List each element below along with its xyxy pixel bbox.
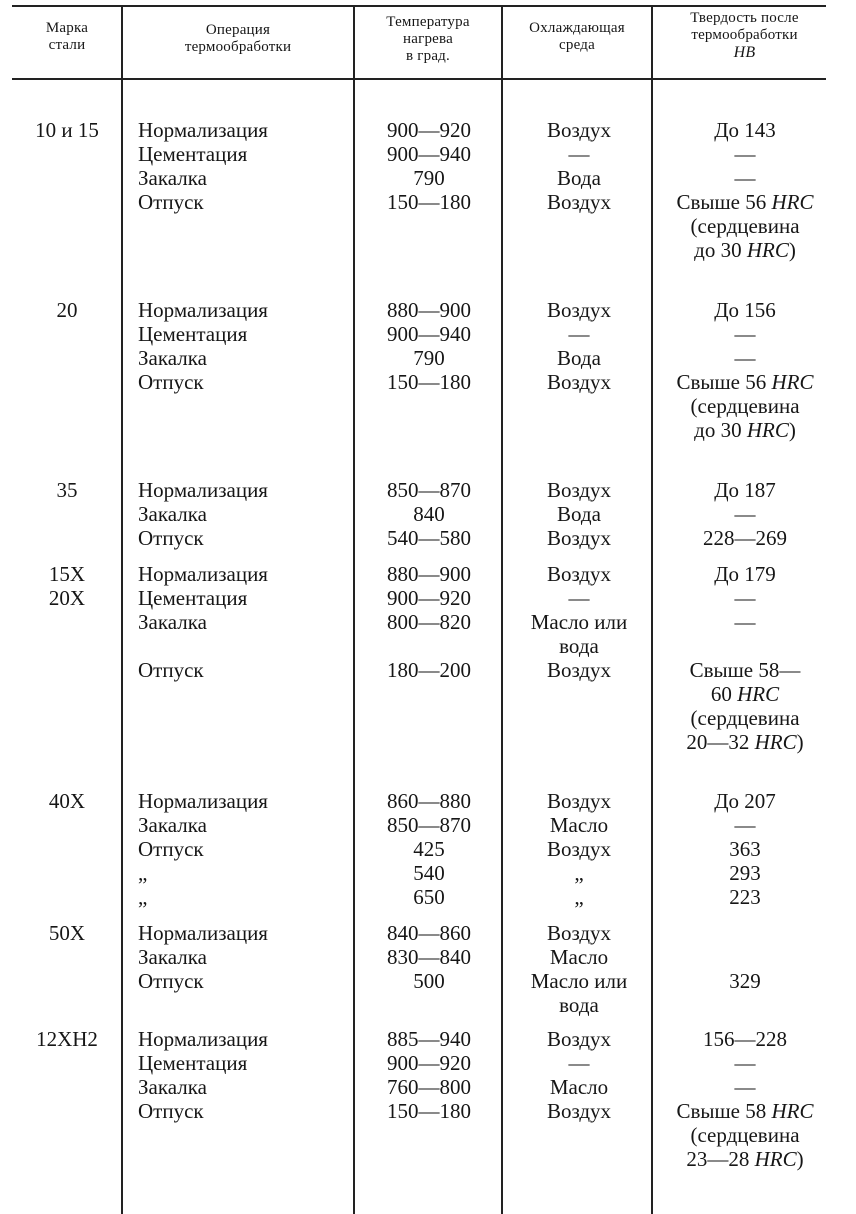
operation-cell: Нормализация: [138, 118, 268, 142]
hardness-cell: 363: [729, 837, 761, 861]
header-hardness-unit: HB: [733, 44, 756, 61]
header-text: нагрева: [403, 31, 453, 47]
operation-cell: Цементация: [138, 1051, 248, 1075]
hardness-cell: —: [734, 166, 756, 190]
medium-cell: Масло: [549, 945, 609, 969]
steel-grade: 35: [56, 478, 78, 502]
operation-cell: Цементация: [138, 586, 248, 610]
temperature-cell: 850—870: [387, 813, 471, 837]
steel-grade: 40X: [48, 789, 86, 813]
hardness-cell: 223: [729, 885, 761, 909]
temperature-cell: 790: [413, 166, 445, 190]
hardness-cell: 60 HRC: [710, 682, 780, 706]
temperature-cell: 425: [413, 837, 445, 861]
header-text: Температура: [386, 14, 470, 30]
operation-cell: Закалка: [138, 610, 207, 634]
medium-cell: Вода: [557, 502, 601, 526]
medium-cell: Воздух: [546, 370, 612, 394]
medium-cell: Воздух: [546, 298, 612, 322]
medium-cell: Воздух: [546, 478, 612, 502]
operation-cell: Закалка: [138, 813, 207, 837]
hardness-cell: до 30 HRC): [694, 238, 796, 262]
medium-cell: Воздух: [546, 921, 612, 945]
hardness-cell: До 156: [714, 298, 776, 322]
medium-cell: Масло или: [530, 969, 628, 993]
temperature-cell: 540: [413, 861, 445, 885]
temperature-cell: 880—900: [387, 298, 471, 322]
operation-cell: Отпуск: [138, 1099, 204, 1123]
temperature-cell: 900—940: [387, 322, 471, 346]
header-text: Твердость после: [690, 10, 799, 26]
operation-cell: „: [138, 885, 148, 909]
operation-cell: Закалка: [138, 945, 207, 969]
temperature-cell: 150—180: [387, 190, 471, 214]
hardness-cell: 23—28 HRC): [686, 1147, 804, 1171]
header-hardness: [653, 10, 836, 74]
operation-cell: Цементация: [138, 322, 248, 346]
hardness-cell: —: [734, 813, 756, 837]
temperature-cell: 760—800: [387, 1075, 471, 1099]
medium-cell: Воздух: [546, 562, 612, 586]
temperature-cell: 500: [413, 969, 445, 993]
temperature-cell: 150—180: [387, 1099, 471, 1123]
steel-grade: 20X: [48, 586, 86, 610]
operation-cell: Нормализация: [138, 298, 268, 322]
operation-cell: Нормализация: [138, 478, 268, 502]
hardness-cell: 156—228: [703, 1027, 787, 1051]
operation-cell: Закалка: [138, 502, 207, 526]
hardness-cell: (сердцевина: [690, 1123, 800, 1147]
temperature-cell: 900—920: [387, 1051, 471, 1075]
hardness-cell: До 207: [714, 789, 776, 813]
steel-grade: 15X: [48, 562, 86, 586]
operation-cell: Закалка: [138, 346, 207, 370]
hardness-cell: —: [734, 322, 756, 346]
medium-cell: Масло: [549, 1075, 609, 1099]
top-rule: [12, 5, 826, 7]
medium-cell: Вода: [557, 166, 601, 190]
temperature-cell: 650: [413, 885, 445, 909]
header-text: Охлаждающая: [529, 20, 625, 36]
operation-cell: Отпуск: [138, 837, 204, 861]
hardness-cell: До 179: [714, 562, 776, 586]
header-temperature: [355, 14, 501, 78]
medium-cell: —: [568, 142, 590, 166]
temperature-cell: 840: [413, 502, 445, 526]
medium-cell: „: [574, 885, 584, 909]
hardness-cell: —: [734, 610, 756, 634]
hardness-cell: Свыше 58 HRC: [676, 1099, 814, 1123]
medium-cell: Воздух: [546, 837, 612, 861]
temperature-cell: 150—180: [387, 370, 471, 394]
operation-cell: Цементация: [138, 142, 248, 166]
column-divider: [121, 5, 123, 1214]
temperature-cell: 540—580: [387, 526, 471, 550]
temperature-cell: 900—920: [387, 586, 471, 610]
hardness-cell: Свыше 56 HRC: [676, 370, 814, 394]
temperature-cell: 860—880: [387, 789, 471, 813]
operation-cell: Отпуск: [138, 190, 204, 214]
hardness-cell: 329: [729, 969, 761, 993]
operation-cell: Нормализация: [138, 921, 268, 945]
operation-cell: Отпуск: [138, 526, 204, 550]
hardness-cell: 20—32 HRC): [686, 730, 804, 754]
hardness-cell: —: [734, 346, 756, 370]
header-text: термообработки: [184, 39, 292, 55]
temperature-cell: 840—860: [387, 921, 471, 945]
hardness-cell: —: [734, 1075, 756, 1099]
medium-cell: вода: [559, 993, 599, 1017]
medium-cell: Воздух: [546, 1099, 612, 1123]
temperature-cell: 900—920: [387, 118, 471, 142]
header-text: среда: [559, 37, 595, 53]
temperature-cell: 830—840: [387, 945, 471, 969]
temperature-cell: 800—820: [387, 610, 471, 634]
medium-cell: Воздух: [546, 658, 612, 682]
medium-cell: „: [574, 861, 584, 885]
operation-cell: Нормализация: [138, 562, 268, 586]
header-text: Марка: [45, 20, 89, 36]
hardness-cell: (сердцевина: [690, 214, 800, 238]
steel-grade: 20: [56, 298, 78, 322]
temperature-cell: 885—940: [387, 1027, 471, 1051]
operation-cell: Закалка: [138, 166, 207, 190]
temperature-cell: 880—900: [387, 562, 471, 586]
medium-cell: —: [568, 322, 590, 346]
medium-cell: Воздух: [546, 789, 612, 813]
column-divider: [353, 5, 355, 1214]
operation-cell: Отпуск: [138, 658, 204, 682]
medium-cell: Вода: [557, 346, 601, 370]
medium-cell: Воздух: [546, 190, 612, 214]
hardness-cell: До 143: [714, 118, 776, 142]
operation-cell: Нормализация: [138, 789, 268, 813]
hardness-cell: —: [734, 1051, 756, 1075]
header-operation: [124, 22, 352, 86]
medium-cell: вода: [559, 634, 599, 658]
hardness-cell: (сердцевина: [690, 394, 800, 418]
hardness-cell: —: [734, 142, 756, 166]
medium-cell: Масло или: [530, 610, 628, 634]
hardness-cell: Свыше 56 HRC: [676, 190, 814, 214]
hardness-cell: До 187: [714, 478, 776, 502]
hardness-cell: Свыше 58—: [689, 658, 801, 682]
hardness-cell: —: [734, 502, 756, 526]
hardness-cell: 293: [729, 861, 761, 885]
medium-cell: —: [568, 586, 590, 610]
header-medium: [503, 20, 651, 84]
medium-cell: —: [568, 1051, 590, 1075]
hardness-cell: (сердцевина: [690, 706, 800, 730]
temperature-cell: 180—200: [387, 658, 471, 682]
medium-cell: Воздух: [546, 1027, 612, 1051]
steel-grade: 12XH2: [36, 1027, 98, 1051]
steel-grade: 50X: [48, 921, 86, 945]
header-grade: [14, 20, 120, 84]
hardness-cell: до 30 HRC): [694, 418, 796, 442]
header-text: стали: [48, 37, 86, 53]
operation-cell: Закалка: [138, 1075, 207, 1099]
operation-cell: „: [138, 861, 148, 885]
header-text: в град.: [406, 48, 450, 64]
medium-cell: Воздух: [546, 526, 612, 550]
steel-grade: 10 и 15: [35, 118, 99, 142]
temperature-cell: 900—940: [387, 142, 471, 166]
hardness-cell: —: [734, 586, 756, 610]
medium-cell: Воздух: [546, 118, 612, 142]
hardness-cell: 228—269: [703, 526, 787, 550]
operation-cell: Отпуск: [138, 969, 204, 993]
temperature-cell: 850—870: [387, 478, 471, 502]
operation-cell: Нормализация: [138, 1027, 268, 1051]
operation-cell: Отпуск: [138, 370, 204, 394]
medium-cell: Масло: [549, 813, 609, 837]
header-text: термообработки: [691, 27, 798, 43]
header-text: Операция: [205, 22, 271, 38]
temperature-cell: 790: [413, 346, 445, 370]
